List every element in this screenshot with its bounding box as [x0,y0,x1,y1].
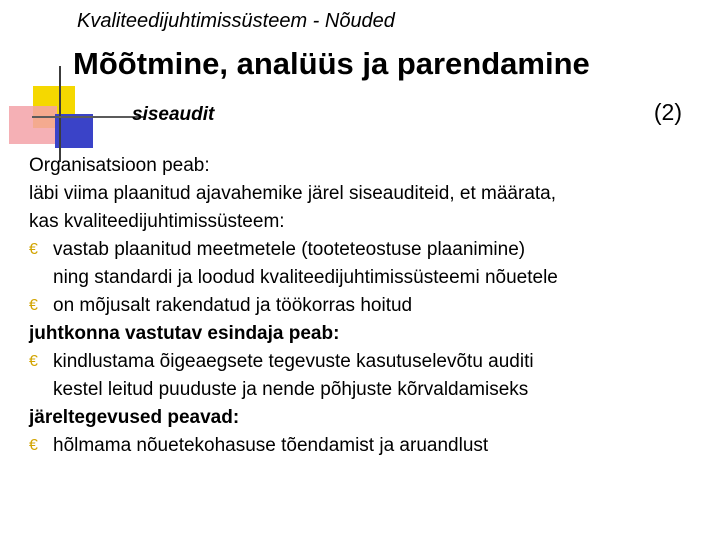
euro-sign-bullet-icon: € [29,241,38,258]
euro-sign-bullet-icon: € [29,437,38,454]
section-heading-representative: juhtkonna vastutav esindaja peab: [29,323,340,344]
decor-vertical-line [59,66,61,162]
slide-title: Mõõtmine, analüüs ja parendamine [73,46,590,81]
slide-subtitle: Kvaliteedijuhtimissüsteem - Nõuded [77,10,395,32]
bullet-text: on mõjusalt rakendatud ja töökorras hoitud [53,295,413,316]
bullet-item [29,348,709,404]
section-heading-followup: järeltegevused peavad: [29,407,240,428]
slide-body [29,152,709,460]
bullet-item [29,236,709,292]
bullet-item [29,432,709,460]
bullet-text: vastab plaanitud meetmetele (tooteteostuse plaanimine) ning standardi ja loodud kvaliteedijuhtimissüsteemi nõuetele [53,239,558,288]
bullet-item [29,292,709,320]
bullet-text: kindlustama õigeaegsete tegevuste kasutuselevõtu auditi kestel leitud puuduste ja nende põhjuste kõrvaldamiseks [53,351,534,400]
bullet-text: hõlmama nõuetekohasuse tõendamist ja aruandlust [53,435,489,456]
decor-horizontal-line [32,116,144,118]
intro-line-2: kas kvaliteedijuhtimissüsteem: [29,211,285,232]
euro-sign-bullet-icon: € [29,353,38,370]
euro-sign-bullet-icon: € [29,297,38,314]
intro-line-1: läbi viima plaanitud ajavahemike järel siseauditeid, et määrata, [29,183,557,204]
intro-heading: Organisatsioon peab: [29,155,210,176]
part-number: (2) [653,99,682,125]
slide-subhead: siseaudit [132,104,215,125]
decor-red-square [9,106,57,144]
